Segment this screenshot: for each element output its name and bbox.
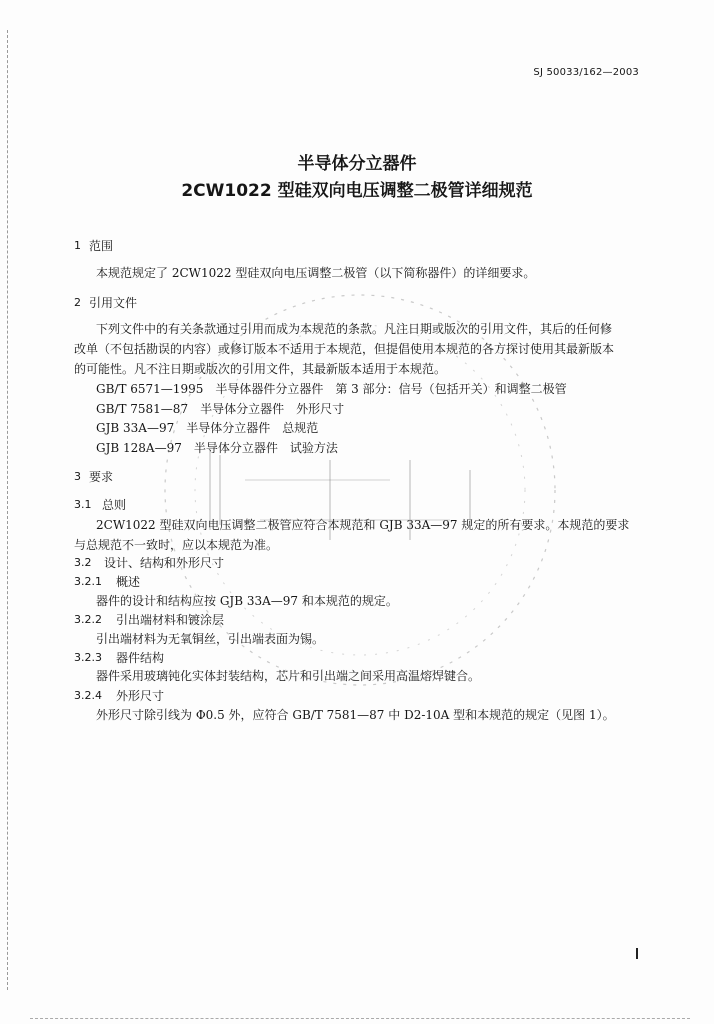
section-3-2-4-heading: 外形尺寸 <box>116 689 165 703</box>
section-3-1-line-2: 与总规范不一致时，应以本规范为准。 <box>74 538 279 552</box>
scan-edge-bottom <box>30 1018 690 1020</box>
section-3-2-3-body: 器件采用玻璃钝化实体封装结构，芯片和引出端之间采用高温熔焊键合。 <box>96 669 481 683</box>
section-3-number: 3 <box>74 470 81 483</box>
reference-item: GB/T 6571—1995 半导体器件分立器件 第 3 部分：信号（包括开关）和调整二极管 <box>96 382 567 396</box>
title-line-2: 2CW1022 型硅双向电压调整二极管详细规范 <box>181 181 533 201</box>
section-3-2-1-number: 3.2.1 <box>74 575 102 588</box>
section-3-1-number: 3.1 <box>74 498 92 511</box>
section-2-para-line-1: 下列文件中的有关条款通过引用而成为本规范的条款。凡注日期或版次的引用文件，其后的任何修 <box>96 322 613 336</box>
section-1-heading: 范围 <box>89 239 114 253</box>
section-3-2-3-heading: 器件结构 <box>116 651 165 665</box>
section-1-body: 本规范规定了 2CW1022 型硅双向电压调整二极管（以下简称器件）的详细要求。 <box>96 266 536 280</box>
section-3-2-4-body: 外形尺寸除引线为 Φ0.5 外，应符合 GB/T 7581—87 中 D2-10A 型和本规范的规定（见图 1）。 <box>96 708 615 722</box>
section-3-2-heading: 设计、结构和外形尺寸 <box>104 556 225 570</box>
title-line-1: 半导体分立器件 <box>297 154 417 174</box>
page-marker <box>636 948 638 959</box>
document-code: SJ 50033/162—2003 <box>533 67 639 78</box>
section-3-heading: 要求 <box>89 470 114 484</box>
section-3-2-1-body: 器件的设计和结构应按 GJB 33A—97 和本规范的规定。 <box>96 594 398 608</box>
reference-item: GJB 128A—97 半导体分立器件 试验方法 <box>96 441 338 455</box>
section-3-1-heading: 总则 <box>102 498 127 512</box>
scan-edge-left <box>7 30 9 990</box>
section-2-para-line-3: 的可能性。凡不注日期或版次的引用文件，其最新版本适用于本规范。 <box>74 362 447 376</box>
section-2-heading: 引用文件 <box>89 296 138 310</box>
section-3-1-line-1: 2CW1022 型硅双向电压调整二极管应符合本规范和 GJB 33A—97 规定的所有要求。本规范的要求 <box>96 518 630 532</box>
reference-item: GB/T 7581—87 半导体分立器件 外形尺寸 <box>96 402 345 416</box>
section-3-2-number: 3.2 <box>74 556 92 569</box>
section-3-2-2-heading: 引出端材料和镀涂层 <box>116 613 225 627</box>
reference-item: GJB 33A—97 半导体分立器件 总规范 <box>96 421 319 435</box>
section-3-2-2-number: 3.2.2 <box>74 613 102 626</box>
section-2-para-line-2: 改单（不包括勘误的内容）或修订版本不适用于本规范，但提倡使用本规范的各方探讨使用其最新版本 <box>74 342 615 356</box>
section-3-2-1-heading: 概述 <box>116 575 141 589</box>
section-2-number: 2 <box>74 296 81 309</box>
section-3-2-4-number: 3.2.4 <box>74 689 102 702</box>
section-3-2-3-number: 3.2.3 <box>74 651 102 664</box>
section-3-2-2-body: 引出端材料为无氧铜丝，引出端表面为锡。 <box>96 632 325 646</box>
section-1-number: 1 <box>74 239 81 252</box>
